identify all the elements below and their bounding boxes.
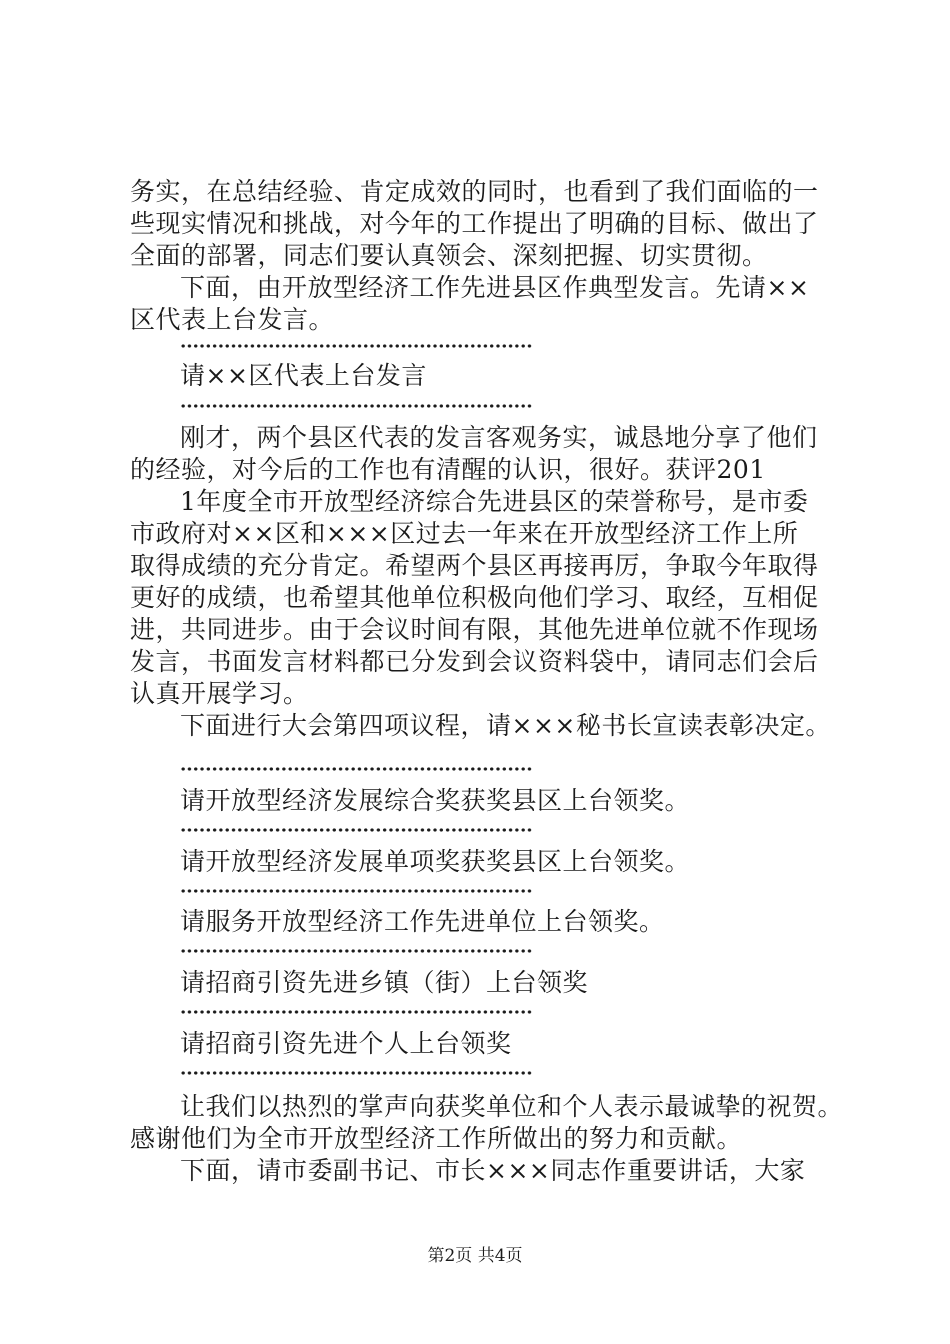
text-line: 1年度全市开放型经济综合先进县区的荣誉称号，是市委	[180, 487, 809, 516]
text-line: 取得成绩的充分肯定。希望两个县区再接再厉，争取今年取得	[130, 551, 819, 580]
dotted-separator	[180, 1009, 534, 1015]
text-line: 认真开展学习。	[130, 679, 309, 708]
dotted-separator	[180, 888, 534, 894]
text-line: 进，共同进步。由于会议时间有限，其他先进单位就不作现场	[130, 615, 819, 644]
text-line: 请招商引资先进乡镇（街）上台领奖	[180, 968, 589, 997]
text-line: 的经验，对今后的工作也有清醒的认识，很好。获评201	[130, 455, 766, 484]
text-line: 发言，书面发言材料都已分发到会议资料袋中，请同志们会后	[130, 647, 819, 676]
dotted-separator	[180, 948, 534, 954]
dotted-separator	[180, 766, 534, 772]
text-line: 感谢他们为全市开放型经济工作所做出的努力和贡献。	[130, 1124, 743, 1153]
text-line: 请服务开放型经济工作先进单位上台领奖。	[180, 907, 665, 936]
text-line: 些现实情况和挑战，对今年的工作提出了明确的目标、做出了	[130, 209, 819, 238]
text-line: 请开放型经济发展综合奖获奖县区上台领奖。	[180, 786, 691, 815]
page-footer: 第2页 共4页	[427, 1246, 523, 1266]
dotted-separator	[180, 403, 534, 409]
dotted-separator	[180, 1070, 534, 1076]
text-line: 让我们以热烈的掌声向获奖单位和个人表示最诚挚的祝贺。	[180, 1092, 844, 1121]
text-line: 刚才，两个县区代表的发言客观务实，诚恳地分享了他们	[180, 423, 818, 452]
text-line: 区代表上台发言。	[130, 305, 335, 334]
text-line: 请××区代表上台发言	[180, 361, 427, 390]
text-line: 下面，请市委副书记、市长×××同志作重要讲话，大家	[180, 1156, 806, 1185]
text-line: 请招商引资先进个人上台领奖	[180, 1029, 512, 1058]
text-line: 市政府对××区和×××区过去一年来在开放型经济工作上所	[130, 519, 799, 548]
text-line: 全面的部署，同志们要认真领会、深刻把握、切实贯彻。	[130, 241, 768, 270]
dotted-separator	[180, 827, 534, 833]
text-line: 请开放型经济发展单项奖获奖县区上台领奖。	[180, 847, 691, 876]
text-line: 下面进行大会第四项议程，请×××秘书长宣读表彰决定。	[180, 711, 831, 740]
text-line: 更好的成绩，也希望其他单位积极向他们学习、取经，互相促	[130, 583, 819, 612]
text-line: 下面，由开放型经济工作先进县区作典型发言。先请××	[180, 273, 810, 302]
dotted-separator	[180, 343, 534, 349]
text-line: 务实，在总结经验、肯定成效的同时，也看到了我们面临的一	[130, 177, 819, 206]
